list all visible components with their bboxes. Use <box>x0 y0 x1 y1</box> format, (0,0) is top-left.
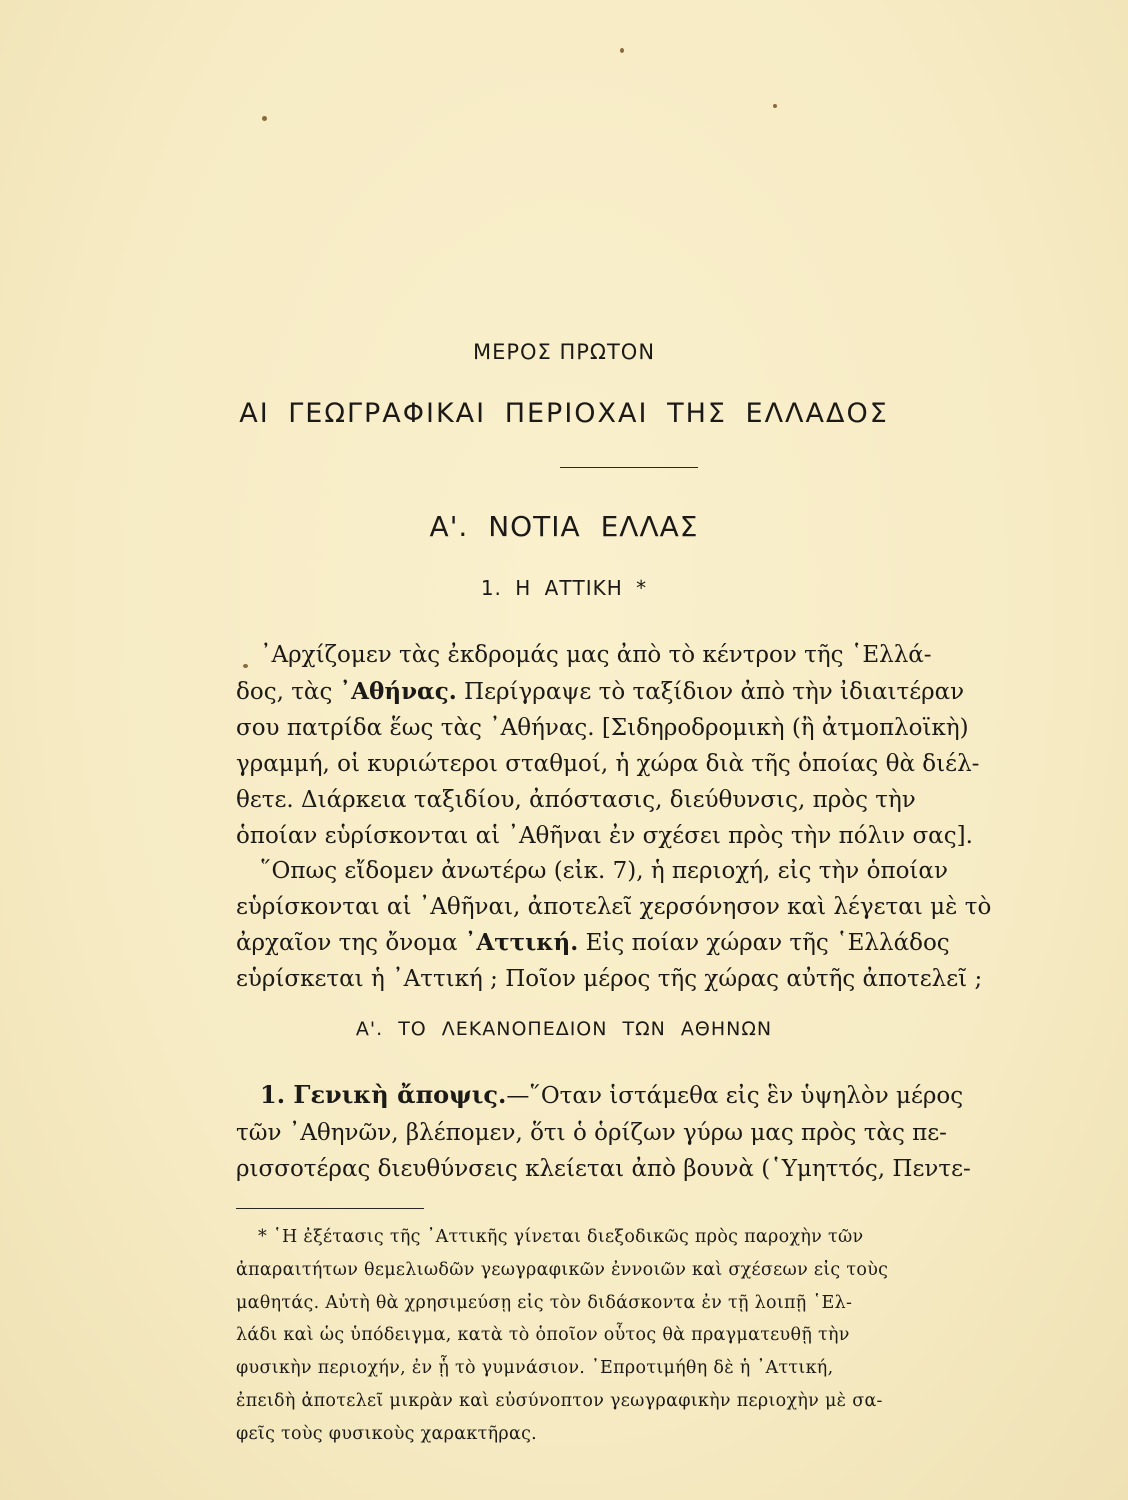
paragraph-3-line-1 <box>260 1080 964 1111</box>
bold-term-general-view: 1. Γενικὴ ἄποψις. <box>260 1080 507 1109</box>
part-title: ΑΙ ΓΕΩΓΡΑΦΙΚΑΙ ΠΕΡΙΟΧΑΙ ΤΗΣ ΕΛΛΑΔΟΣ <box>239 398 889 429</box>
paragraph-1-line-4: γραμμή, οἱ κυριώτεροι σταθμοί, ἡ χώρα διὰ τῆς ὁποίας θὰ διέλ- <box>236 751 980 777</box>
paragraph-2-line-3-end: Εἰς ποίαν χώραν τῆς ῾Ελλάδος <box>585 930 950 956</box>
part-label: ΜΕΡΟΣ ΠΡΩΤΟΝ <box>472 340 656 364</box>
footnote-line-6: ἐπειδὴ ἀποτελεῖ μικρὰν καὶ εὐσύνοπτον γεωγραφικὴν περιοχὴν μὲ σα- <box>236 1391 883 1411</box>
paper-speck <box>620 48 624 53</box>
paper-speck <box>243 664 248 668</box>
paragraph-2-line-3-start: ἀρχαῖον της ὄνομα <box>236 930 458 956</box>
bold-term-athens: ᾿Αθήνας. <box>339 678 457 705</box>
bold-term-attica: ᾿Αττική. <box>464 929 579 956</box>
footnote-line-4: λάδι καὶ ὡς ὑπόδειγμα, κατὰ τὸ ὁποῖον οὗτος θὰ πραγματευθῇ τὴν <box>236 1325 850 1345</box>
paragraph-1-line-5: θετε. Διάρκεια ταξιδίου, ἀπόστασις, διεύθυνσις, πρὸς τὴν <box>236 787 916 813</box>
footnote-line-7: φεῖς τοὺς φυσικοὺς χαρακτῆρας. <box>236 1424 538 1444</box>
subsection-title: 1. Η ΑΤΤΙΚΗ * <box>480 576 648 600</box>
paragraph-2-line-2: εὑρίσκονται αἱ ᾿Αθῆναι, ἀποτελεῖ χερσόνησον καὶ λέγεται μὲ τὸ <box>236 894 992 920</box>
footnote-line-3: μαθητάς. Αὐτὴ θὰ χρησιμεύσῃ εἰς τὸν διδάσκοντα ἐν τῇ λοιπῇ ῾Ελ- <box>236 1293 853 1313</box>
paragraph-1-line-2 <box>236 677 965 707</box>
paragraph-2-line-1: ῞Οπως εἴδομεν ἀνωτέρω (εἰκ. 7), ἡ περιοχή, εἰς τὴν ὁποίαν <box>260 858 948 884</box>
paragraph-3-line-1-rest: —῞Οταν ἱστάμεθα εἰς ἓν ὑψηλὸν μέρος <box>506 1083 964 1109</box>
paper-speck <box>262 116 267 121</box>
footnote-line-1: * ῾Η ἐξέτασις τῆς ᾿Αττικῆς γίνεται διεξοδικῶς πρὸς παροχὴν τῶν <box>258 1227 864 1247</box>
paragraph-3-line-3: ρισσοτέρας διευθύνσεις κλείεται ἀπὸ βουνὰ (῾Υμηττός, Πεντε- <box>236 1156 971 1182</box>
paragraph-3-line-2: τῶν ᾿Αθηνῶν, βλέπομεν, ὅτι ὁ ὁρίζων γύρω μας πρὸς τὰς πε- <box>236 1120 947 1146</box>
footnote-divider <box>236 1208 424 1209</box>
paragraph-1-line-2-start: δος, τὰς <box>236 679 333 705</box>
section-title: Α'. ΝΟΤΙΑ ΕΛΛΑΣ <box>429 510 699 543</box>
paragraph-2-line-3 <box>236 928 950 958</box>
paper-speck <box>773 104 777 108</box>
paragraph-1-line-1: ᾿Αρχίζομεν τὰς ἐκδρομάς μας ἀπὸ τὸ κέντρον τῆς ῾Ελλά- <box>260 642 932 668</box>
footnote-line-2: ἀπαραιτήτων θεμελιωδῶν γεωγραφικῶν ἐννοιῶν καὶ σχέσεων εἰς τοὺς <box>236 1260 889 1280</box>
footnote-line-5: φυσικὴν περιοχήν, ἐν ᾗ τὸ γυμνάσιον. ᾿Επροτιμήθη δὲ ἡ ᾿Αττική, <box>236 1358 834 1378</box>
paragraph-1-line-3: σου πατρίδα ἕως τὰς ᾿Αθήνας. [Σιδηροδρομικὴ (ἢ ἀτμοπλοϊκὴ) <box>236 715 969 741</box>
paragraph-1-line-2-end: Περίγραψε τὸ ταξίδιον ἀπὸ τὴν ἰδιαιτέραν <box>464 679 965 705</box>
sub-heading: Α'. ΤΟ ΛΕΚΑΝΟΠΕΔΙΟΝ ΤΩΝ ΑΘΗΝΩΝ <box>355 1018 773 1040</box>
title-divider <box>560 467 698 468</box>
paragraph-1-line-6: ὁποίαν εὑρίσκονται αἱ ᾿Αθῆναι ἐν σχέσει πρὸς τὴν πόλιν σας]. <box>236 823 973 849</box>
paragraph-2-line-4: εὑρίσκεται ἡ ᾿Αττική ; Ποῖον μέρος τῆς χώρας αὐτῆς ἀποτελεῖ ; <box>236 966 983 992</box>
